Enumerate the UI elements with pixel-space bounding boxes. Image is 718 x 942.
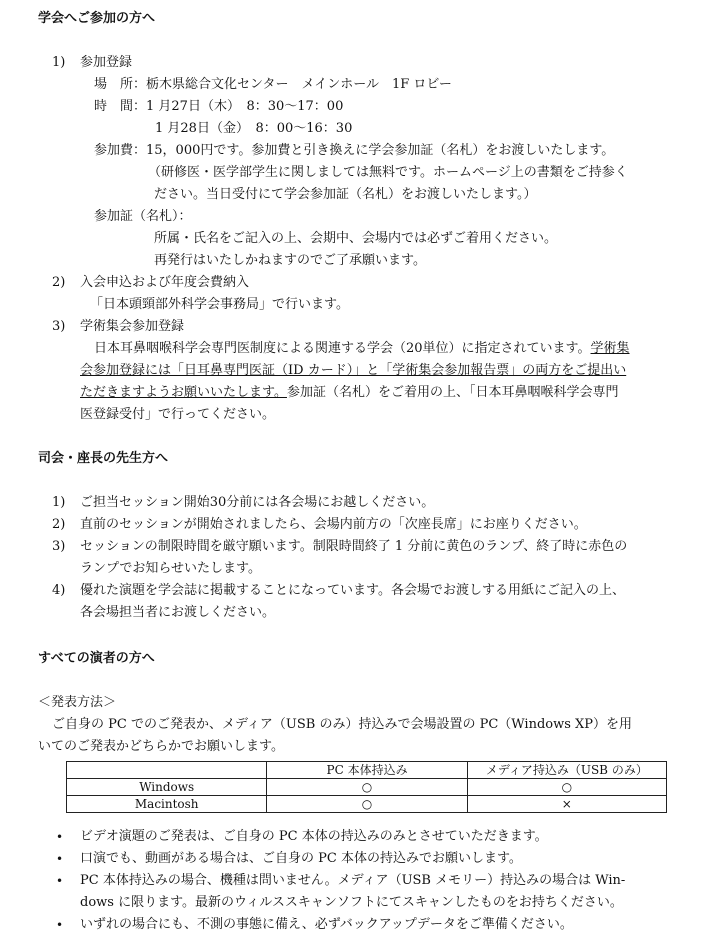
- item-number: 2): [52, 275, 66, 290]
- table-header-cell: PC 本体持込み: [267, 762, 467, 779]
- badge-text-line1: 所属・氏名をご記入の上、会期中、会場内では必ずご着用ください。: [154, 231, 558, 246]
- chair-item-text: 各会場担当者にお渡しください。: [80, 605, 276, 620]
- badge-text-line2: 再発行はいたしかねますのでご了承願います。: [154, 253, 426, 268]
- table-row: [67, 796, 667, 813]
- bullet-text: PC 本体持込みの場合、機種は問いません。メディア（USB メモリー）持込みの場合は Win-: [80, 873, 626, 888]
- bullet-text: ビデオ演題のご発表は、ご自身の PC 本体の持込みのみとさせていただきます。: [80, 829, 548, 844]
- item-number: 1): [52, 55, 66, 70]
- table-cell-os: Windows: [67, 779, 267, 796]
- section-heading-speakers: すべての演者の方へ: [38, 651, 155, 666]
- item-title-registration: 参加登録: [80, 55, 133, 70]
- table-cell: ○: [467, 779, 666, 796]
- chair-item-text: 直前のセッションが開始されましたら、会場内前方の「次座長席」にお座りください。: [80, 517, 587, 532]
- fee-text: 参加費：15，000円です。参加費と引き換えに学会参加証（名札）をお渡しいたします。: [94, 143, 615, 158]
- academic-underlined-text: 学術集: [590, 341, 630, 356]
- table-header-cell: メディア持込み（USB のみ）: [467, 762, 666, 779]
- table-cell-os: Macintosh: [67, 796, 267, 813]
- academic-text-line1a: 日本耳鼻咽喉科学会専門医制度による関連する学会（20単位）に指定されています。: [94, 341, 591, 356]
- table-cell: ○: [267, 796, 467, 813]
- method-intro-line2: いてのご発表かどちらかでお願いします。: [38, 739, 284, 754]
- item-title-academic: 学術集会参加登録: [80, 319, 185, 334]
- section-heading-chairs: 司会・座長の先生方へ: [38, 451, 169, 466]
- badge-title: 参加証（名札）：: [94, 209, 192, 224]
- academic-text-line3b: 参加証（名札）をご着用の上、「日本耳鼻咽喉科学会専門: [286, 385, 619, 400]
- item-number: 3): [52, 319, 66, 334]
- academic-text-line1: [94, 338, 630, 360]
- item-number: 1): [52, 495, 66, 510]
- academic-underlined-text: 会参加登録には「日耳鼻専門医証（ID カード）」と「学術集会参加報告票」の両方をご提出い: [80, 363, 627, 378]
- academic-text-line4: 医登録受付」で行ってください。: [80, 407, 276, 422]
- item-number: 3): [52, 539, 66, 554]
- bullet-text: 口演でも、動画がある場合は、ご自身の PC 本体の持込みでお願いします。: [80, 851, 522, 866]
- table-cell: ×: [467, 796, 666, 813]
- chair-item-text: ランプでお知らせいたします。: [80, 561, 261, 576]
- academic-text-line3: [80, 382, 618, 404]
- section-heading-attendees: 学会へご参加の方へ: [38, 11, 156, 26]
- chair-item-text: セッションの制限時間を厳守願います。制限時間終了 1 分前に黄色のランプ、終了時に赤色の: [80, 539, 628, 554]
- time-text-day2: 1 月28日（金） 8：00～16：30: [155, 121, 353, 136]
- bullet-text: dows に限ります。最新のウィルススキャンソフトにてスキャンしたものをお持ちください。: [80, 895, 623, 910]
- academic-underlined-text: ただきますようお願いいたします。: [80, 385, 287, 400]
- table-row: [67, 779, 667, 796]
- bullet-text: いずれの場合にも、不測の事態に備え、必ずバックアップデータをご準備ください。: [80, 917, 573, 932]
- time-text-day1: 時 間：1 月27日（木） 8：30～17：00: [94, 99, 344, 114]
- table-header-row: [67, 762, 667, 779]
- media-table: [66, 761, 667, 813]
- bullet-icon: •: [56, 852, 64, 866]
- bullet-icon: •: [56, 918, 64, 932]
- method-intro-line1: ご自身の PC でのご発表か、メディア（USB のみ）持込みで会場設置の PC（Windows XP）を用: [52, 717, 633, 732]
- fee-note-line1: （研修医・医学部学生に関しましては無料です。ホームページ上の書類をご持参く: [148, 165, 628, 180]
- item-number: 2): [52, 517, 66, 532]
- venue-text: 場 所：栃木県総合文化センター メインホール 1F ロビー: [94, 77, 452, 92]
- table-header-cell: [67, 762, 267, 779]
- fee-note-line2: ださい。当日受付にて学会参加証（名札）をお渡しいたします。）: [154, 187, 537, 202]
- chair-item-text: 優れた演題を学会誌に掲載することになっています。各会場でお渡しする用紙にご記入の上、: [80, 583, 625, 598]
- table-cell: ○: [267, 779, 467, 796]
- bullet-icon: •: [56, 830, 64, 844]
- chair-item-text: ご担当セッション開始30分前には各会場にお越しください。: [80, 495, 435, 510]
- membership-text: 「日本頭頸部外科学会事務局」で行います。: [90, 297, 349, 312]
- item-title-membership: 入会申込および年度会費納入: [80, 275, 250, 290]
- item-number: 4): [52, 583, 66, 598]
- bullet-icon: •: [56, 874, 64, 888]
- method-heading: ＜発表方法＞: [38, 695, 117, 710]
